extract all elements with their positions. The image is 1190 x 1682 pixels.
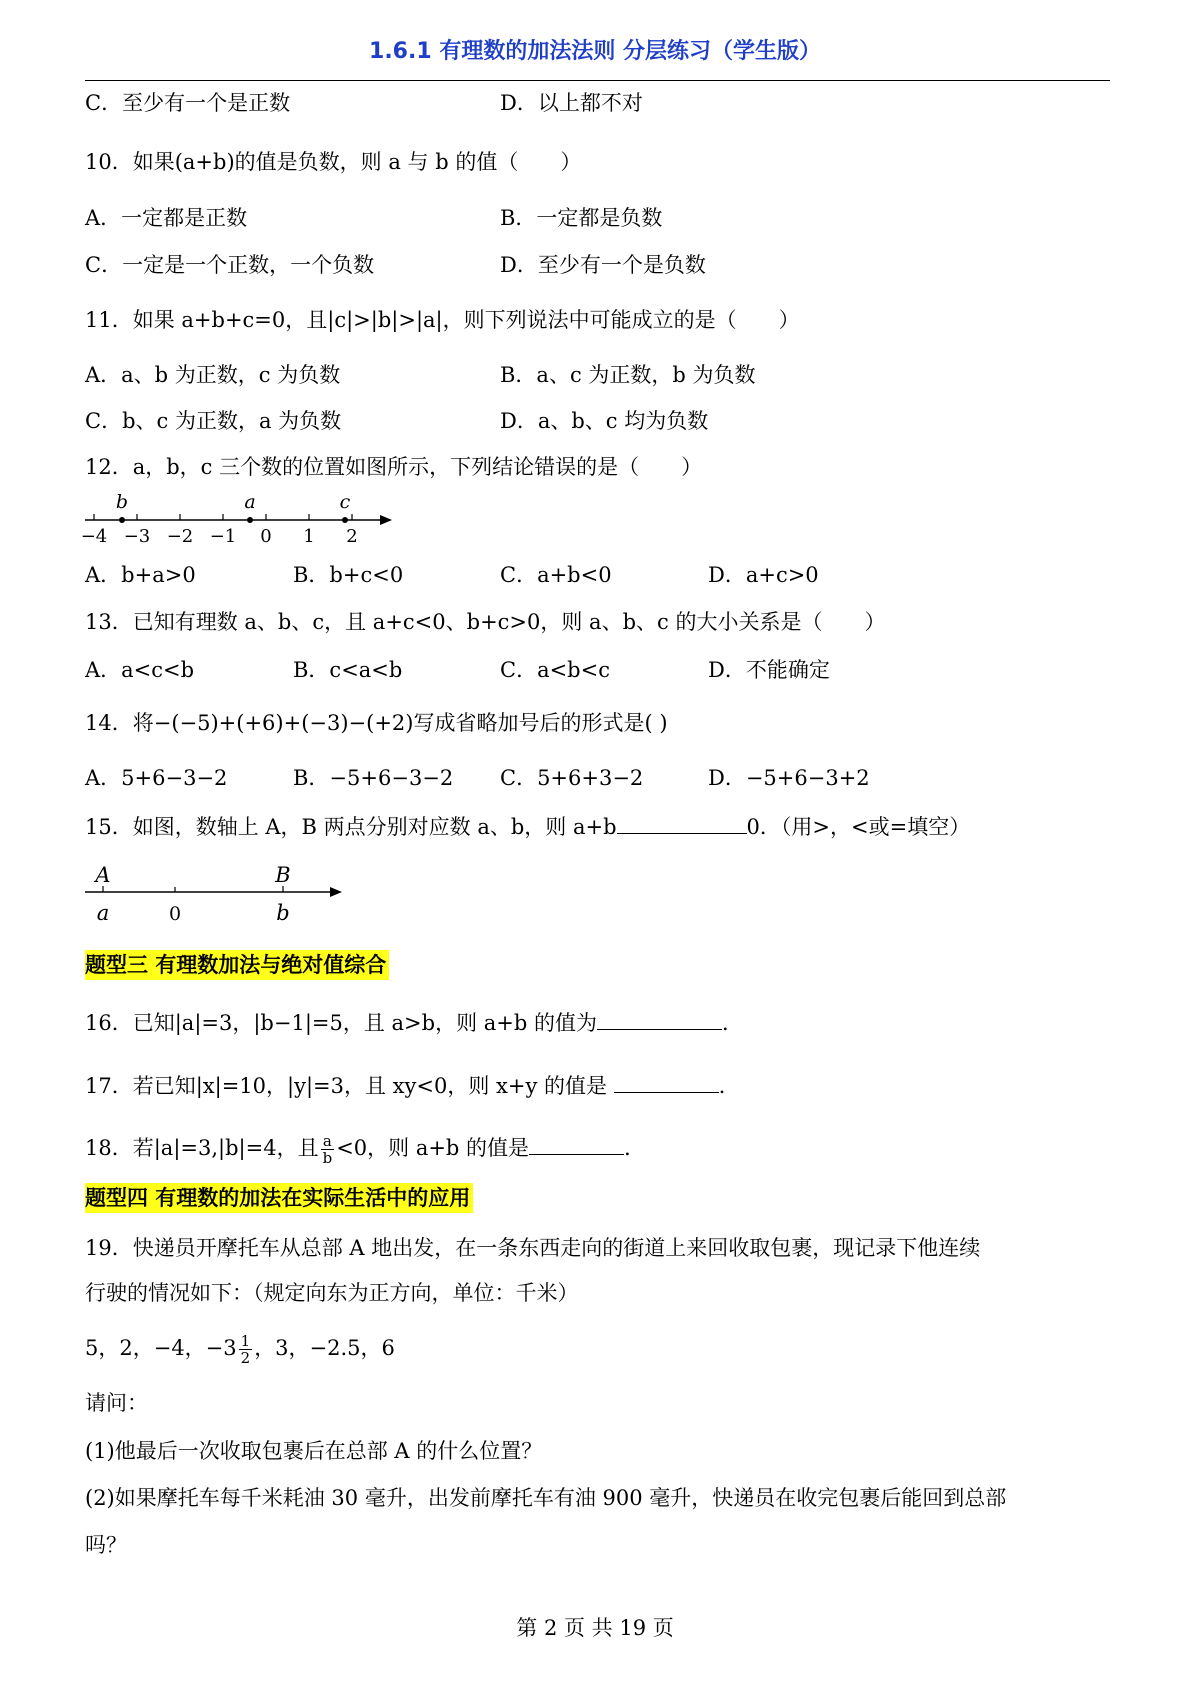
- q17-stem-post: ．: [718, 1074, 740, 1098]
- axis-tick-label: 0: [260, 526, 272, 547]
- label-b: b: [276, 901, 290, 925]
- q14-option-c: C．5+6+3−2: [500, 766, 644, 790]
- q19-sub-2a: (2)如果摩托车每千米耗油 30 毫升，出发前摩托车有油 900 毫升，快递员在收完包裹后能回到总部: [85, 1486, 1007, 1510]
- axis-tick-label: 1: [303, 526, 315, 547]
- q10-option-b: B．一定都是负数: [500, 206, 663, 230]
- q19-frac-den: 2: [240, 1349, 251, 1367]
- q15-stem-pre: 15．如图，数轴上 A，B 两点分别对应数 a、b，则 a+b: [85, 815, 617, 839]
- q18-stem-pre: 18．若|a|=3,|b|=4，且: [85, 1136, 319, 1160]
- label-b: b: [115, 491, 129, 513]
- label-A: A: [95, 863, 111, 887]
- q16-stem-pre: 16．已知|a|=3，|b−1|=5，且 a>b，则 a+b 的值为: [85, 1011, 597, 1035]
- q19-data-post: ，3，−2.5，6: [254, 1336, 395, 1360]
- q12-option-d: D．a+c>0: [708, 563, 819, 587]
- q16-stem: [85, 1007, 743, 1038]
- label-B: B: [275, 863, 291, 887]
- q18-answer-blank[interactable]: [529, 1132, 624, 1155]
- q16-answer-blank[interactable]: [597, 1007, 722, 1030]
- point-b: [119, 517, 125, 523]
- q19-sub-2b: 吗？: [85, 1533, 127, 1557]
- q10-option-d: D．至少有一个是负数: [500, 253, 706, 277]
- q18-frac-den: b: [322, 1149, 333, 1167]
- q19-data-pre: 5，2，−4，−3: [85, 1336, 237, 1360]
- q10-stem: 10．如果(a+b)的值是负数，则 a 与 b 的值（ ）: [85, 150, 582, 174]
- q9-option-c: C．至少有一个是正数: [85, 91, 291, 115]
- q17-stem-pre: 17．若已知|x|=10，|y|=3，且 xy<0，则 x+y 的值是: [85, 1074, 607, 1098]
- q15-answer-blank[interactable]: [617, 811, 747, 834]
- q15-stem: [85, 811, 970, 842]
- q13-option-b: B．c<a<b: [293, 658, 403, 682]
- q18-stem: [85, 1132, 645, 1166]
- q17-answer-blank[interactable]: [614, 1070, 719, 1093]
- axis-tick-label: −1: [209, 526, 237, 547]
- q12-number-line: [80, 490, 410, 552]
- q14-option-a: A．5+6−3−2: [85, 766, 228, 790]
- q17-stem: [85, 1070, 740, 1101]
- q12-stem: 12．a，b，c 三个数的位置如图所示，下列结论错误的是（ ）: [85, 455, 703, 479]
- q11-stem: 11．如果 a+b+c=0，且|c|>|b|>|a|，则下列说法中可能成立的是（ ）: [85, 308, 800, 332]
- label-c: c: [339, 491, 351, 513]
- q19-frac-num: 1: [240, 1332, 251, 1350]
- q11-option-b: B．a、c 为正数，b 为负数: [500, 363, 756, 387]
- q11-option-c: C．b、c 为正数，a 为负数: [85, 409, 342, 433]
- page-footer: 第 2 页 共 19 页: [516, 1616, 674, 1640]
- q12-option-a: A．b+a>0: [85, 563, 196, 587]
- q13-stem: 13．已知有理数 a、b、c，且 a+c<0、b+c>0，则 a、b、c 的大小关系是（ ）: [85, 610, 886, 634]
- q14-stem: 14．将−(−5)+(+6)+(−3)−(+2)写成省略加号后的形式是( ): [85, 711, 668, 735]
- q14-option-b: B．−5+6−3−2: [293, 766, 454, 790]
- q10-option-a: A．一定都是正数: [85, 206, 248, 230]
- q19-ask: 请问：: [85, 1391, 148, 1415]
- point-c: [342, 517, 348, 523]
- q11-option-d: D．a、b、c 均为负数: [500, 409, 709, 433]
- q19-data: [85, 1333, 395, 1366]
- q13-option-a: A．a<c<b: [85, 658, 195, 682]
- q10-option-c: C．一定是一个正数，一个负数: [85, 253, 375, 277]
- section-4-title: 题型四 有理数的加法在实际生活中的应用: [85, 1183, 473, 1213]
- q9-option-d: D．以上都不对: [500, 91, 643, 115]
- axis-tick-label: 2: [346, 526, 358, 547]
- q18-frac-num: a: [321, 1133, 335, 1150]
- q13-option-d: D．不能确定: [708, 658, 830, 682]
- q15-number-line: [80, 860, 360, 932]
- section-3-title: 题型三 有理数加法与绝对值综合: [85, 950, 389, 980]
- q13-option-c: C．a<b<c: [500, 658, 610, 682]
- q18-stem-mid: <0，则 a+b 的值是: [336, 1136, 530, 1160]
- q19-line-1: 19．快递员开摩托车从总部 A 地出发，在一条东西走向的街道上来回收取包裹，现记录下他连续: [85, 1236, 981, 1260]
- q18-stem-post: ．: [624, 1136, 646, 1160]
- q19-mixed-fraction: [239, 1333, 253, 1366]
- axis-tick-label: −3: [123, 526, 151, 547]
- q19-sub-1: (1)他最后一次收取包裹后在总部 A 的什么位置？: [85, 1439, 543, 1463]
- q16-stem-post: ．: [722, 1011, 743, 1035]
- label-a: a: [244, 491, 256, 513]
- q12-option-c: C．a+b<0: [500, 563, 612, 587]
- q12-option-b: B．b+c<0: [293, 563, 404, 587]
- q18-fraction: [321, 1133, 335, 1166]
- q14-option-d: D．−5+6−3+2: [708, 766, 870, 790]
- q15-stem-post: 0．（用>，<或=填空）: [746, 815, 971, 839]
- q19-line-2: 行驶的情况如下：（规定向东为正方向，单位：千米）: [85, 1281, 579, 1305]
- page-header-title: 1.6.1 有理数的加法法则 分层练习（学生版）: [369, 39, 821, 64]
- axis-tick-label: −2: [166, 526, 194, 547]
- q11-option-a: A．a、b 为正数，c 为负数: [85, 363, 341, 387]
- label-a: a: [96, 901, 110, 925]
- point-a: [247, 517, 253, 523]
- header-rule: [85, 80, 1110, 81]
- axis-tick-label: −4: [80, 526, 108, 547]
- label-zero: 0: [168, 903, 182, 925]
